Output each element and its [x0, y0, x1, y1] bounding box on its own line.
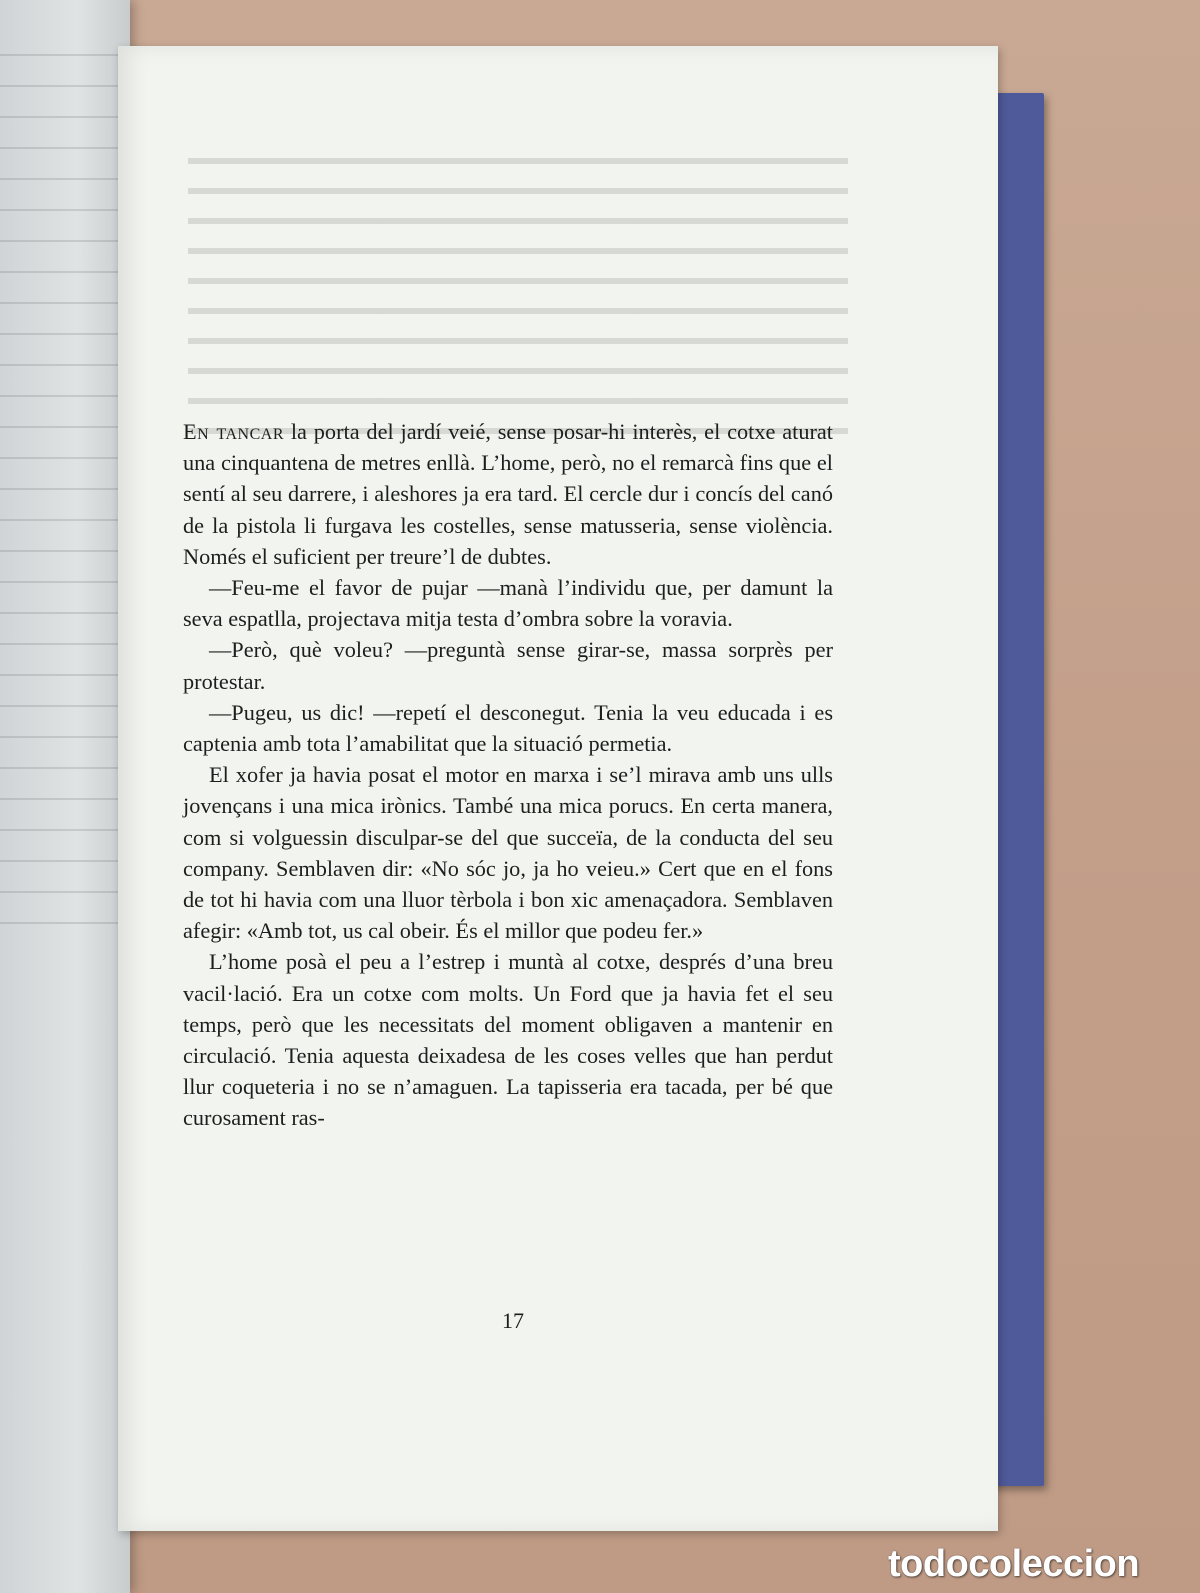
- paragraph-3: —Però, què voleu? —preguntà sense girar-se, massa sorprès per protestar.: [183, 637, 833, 694]
- book-page: [118, 46, 998, 1531]
- paragraph-5: El xofer ja havia posat el motor en marxa i se’l mirava amb uns ulls jovençans i una mica irònics. També una mica porucs. En certa manera, com si volguessin disculpar-se del que succeïa, de la conducta del seu company. Semblaven dir: «No sóc jo, ja ho veieu.» Cert que en el fons de tot hi havia com una lluor tèrbola i bon xic amenaçadora. Semblaven afegir: «Amb tot, us cal obeir. És el millor que podeu fer.»: [183, 762, 833, 944]
- left-page: [0, 0, 130, 1593]
- paragraph-1: [183, 416, 833, 572]
- paragraph-4: —Pugeu, us dic! —repetí el desconegut. Tenia la veu educada i es captenia amb tota l’amabilitat que la situació permetia.: [183, 699, 833, 757]
- opening-small-caps: En tancar: [183, 419, 285, 444]
- page-body-text: [183, 416, 833, 1134]
- paragraph-1-text: la porta del jardí veié, sense posar-hi interès, el cotxe aturat una cinquantena de metres enllà. L’home, però, no el remarcà fins que el sentí al seu darrere, i aleshores ja era tard. El cercle dur i concís del canó de la pistola li furgava les costelles, sense matusseria, sense violència. Només el suficient per treure’l de dubtes.: [183, 419, 833, 569]
- paragraph-6: L’home posà el peu a l’estrep i muntà al cotxe, després d’una breu vacil·lació. Era un cotxe com molts. Un Ford que ja havia fet el seu temps, però que les necessitats del moment obligaven a mantenir en circulació. Tenia aquesta deixadesa de les coses velles que han perdut llur coqueteria i no se n’amaguen. La tapisseria era tacada, per bé que curosament ras-: [183, 949, 833, 1131]
- page-number: 17: [502, 1308, 524, 1333]
- bleed-through-text: [188, 146, 848, 446]
- left-page-text-shadow: [0, 30, 120, 930]
- paragraph-2: —Feu-me el favor de pujar —manà l’individu que, per damunt la seva espatlla, projectava mitja testa d’ombra sobre la voravia.: [183, 575, 833, 632]
- watermark-logo: todocoleccion: [888, 1543, 1140, 1585]
